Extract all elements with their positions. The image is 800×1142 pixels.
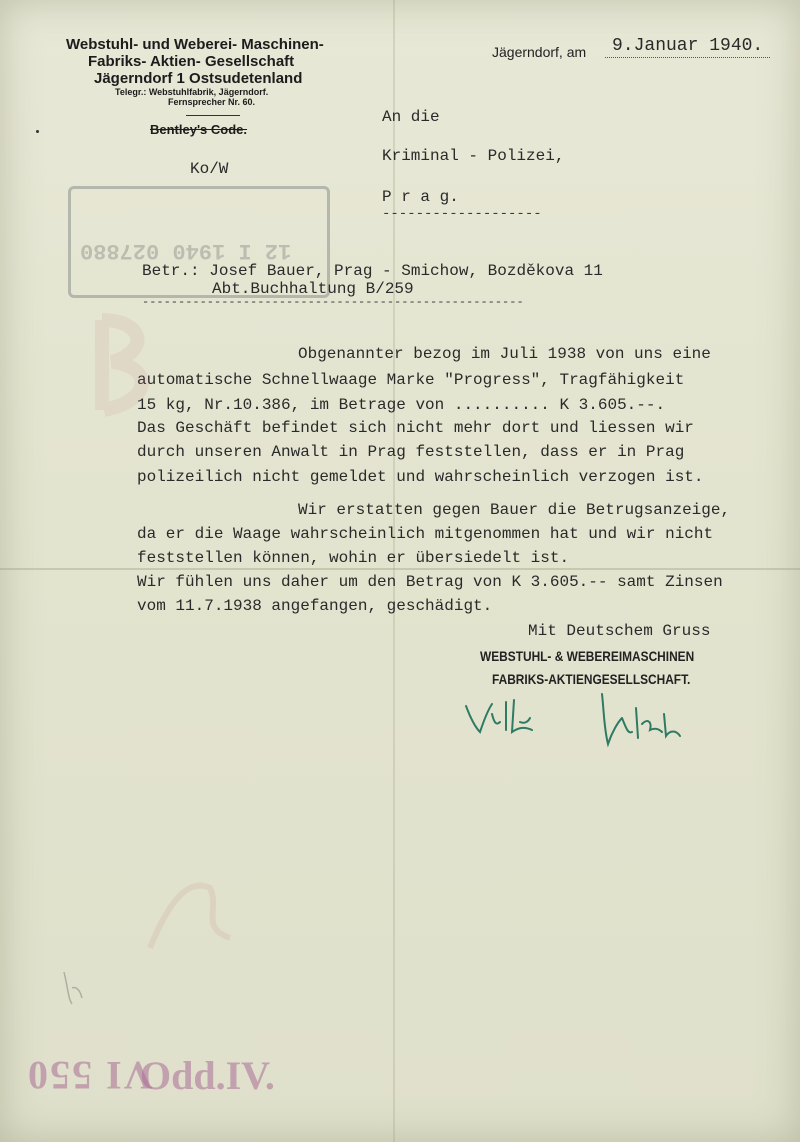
fold-line-vertical	[393, 0, 395, 1142]
letterhead-line-3: Jägerndorf 1 Ostsudetenland	[94, 70, 303, 87]
archive-stamp	[26, 1052, 152, 1099]
body-p2-line-2: da er die Waage wahrscheinlich mitgenommen hat und wir nicht	[137, 525, 714, 543]
body-p2-line-1: Wir erstatten gegen Bauer die Betrugsanzeige,	[298, 501, 731, 519]
subject-line-2: Abt.Buchhaltung B/259	[212, 280, 414, 298]
body-p1-line-5: durch unseren Anwalt in Prag feststellen, dass er in Prag	[137, 443, 685, 461]
body-p2-line-4: Wir fühlen uns daher um den Betrag von K 3.605.-- samt Zinsen	[137, 573, 723, 591]
faint-red-scribble	[140, 858, 250, 968]
ink-dot	[36, 130, 39, 133]
body-p2-line-3: feststellen können, wohin er übersiedelt ist.	[137, 549, 570, 567]
recipient-line-1: An die	[382, 108, 440, 126]
place-label: Jägerndorf, am	[492, 44, 587, 60]
date-dotted-rule	[605, 57, 770, 58]
firm-stamp-line-1: WEBSTUHL- & WEBEREIMASCHINEN	[480, 648, 695, 664]
subject-line-1: Betr.: Josef Bauer, Prag - Smichow, Bozděkova 11	[142, 262, 603, 280]
pencil-mark	[58, 968, 88, 1008]
signature-left	[462, 692, 552, 742]
archive-number: VI 550	[26, 1053, 153, 1098]
letterhead-line-2: Fabriks- Aktien- Gesellschaft	[88, 53, 295, 70]
recipient-line-2: Kriminal - Polizei,	[382, 147, 565, 165]
recipient-line-3: P r a g.	[382, 188, 459, 206]
body-p1-line-6: polizeilich nicht gemeldet und wahrscheinlich verzogen ist.	[137, 468, 704, 486]
subject-underline: -----------------------------------------------------	[142, 295, 524, 309]
letter-date: 9.Januar 1940.	[612, 36, 764, 56]
body-p1-line-3: 15 kg, Nr.10.386, im Betrage von .......... K 3.605.--.	[137, 396, 666, 414]
signature-right	[592, 688, 692, 750]
firm-stamp-line-2: FABRIKS-AKTIENGESELLSCHAFT.	[492, 671, 691, 687]
letterhead-code: Bentley's Code.	[150, 122, 248, 137]
closing-greeting: Mit Deutschem Gruss	[528, 622, 711, 640]
letterhead-rule	[186, 115, 240, 116]
letterhead-telegram: Telegr.: Webstuhlfabrik, Jägerndorf.	[115, 87, 269, 97]
archive-stamp-label: Odd.IV.	[140, 1053, 275, 1098]
body-p1-line-4: Das Geschäft befindet sich nicht mehr dort und liessen wir	[137, 419, 694, 437]
fold-line-horizontal	[0, 568, 800, 570]
faint-red-mark	[82, 310, 172, 420]
letterhead-line-1: Webstuhl- und Weberei- Maschinen-	[66, 36, 324, 53]
body-p1-line-2: automatische Schnellwaage Marke "Progress", Tragfähigkeit	[137, 371, 685, 389]
body-p2-line-5: vom 11.7.1938 angefangen, geschädigt.	[137, 597, 493, 615]
body-p1-line-1: Obgenannter bezog im Juli 1938 von uns eine	[298, 345, 711, 363]
recipient-underline: -------------------	[382, 206, 542, 222]
reference-code: Ko/W	[190, 160, 229, 178]
received-stamp-text: 12 I 1940 027880	[80, 238, 292, 263]
letterhead-phone: Fernsprecher Nr. 60.	[168, 97, 256, 107]
